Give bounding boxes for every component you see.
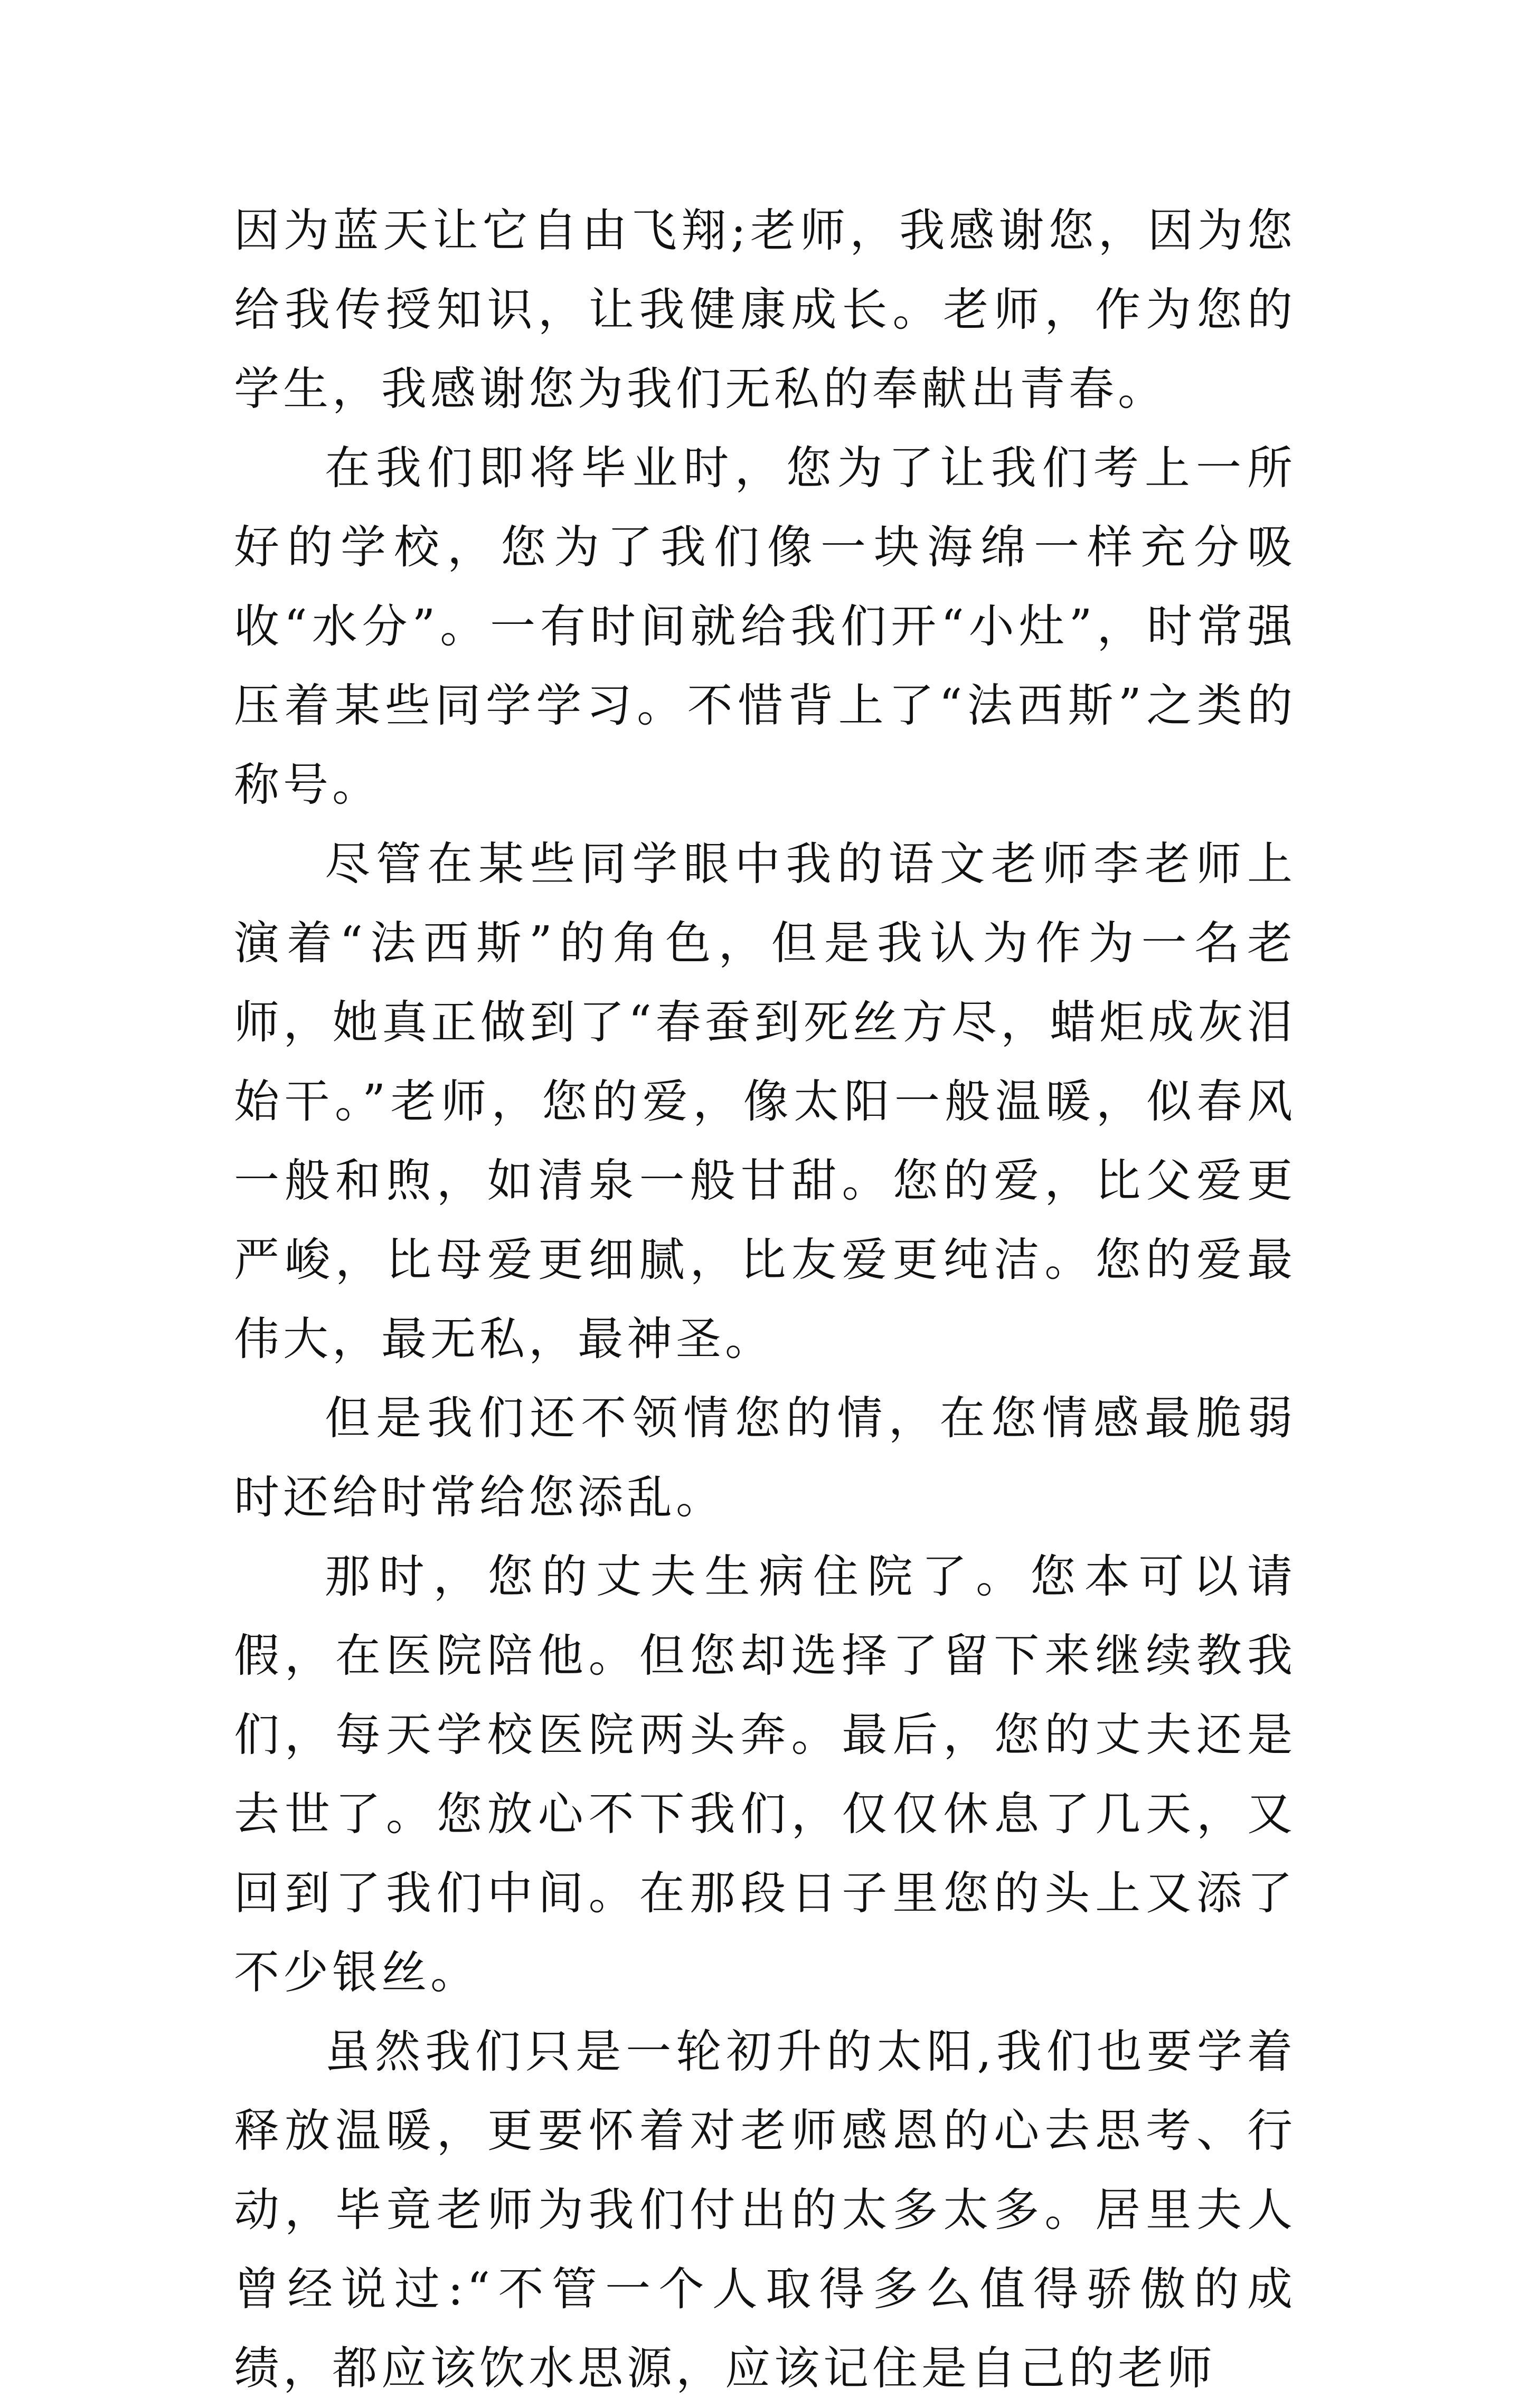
paragraph-5: 那时，您的丈夫生病住院了。您本可以请假，在医院陪他。但您却选择了留下来继续教我们，每天学校医院两头奔。最后，您的丈夫还是去世了。您放心不下我们，仅仅休息了几天，又回到了我们中间。在那段日子里您的头上又添了不少银丝。 [234, 1550, 1296, 1999]
paragraph-3: 尽管在某些同学眼中我的语文老师李老师上演着“法西斯”的角色，但是我认为作为一名老师，她真正做到了“春蚕到死丝方尽，蜡炬成灰泪始干。”老师，您的爱，像太阳一般温暖，似春风一般和煦，如清泉一般甘甜。您的爱，比父爱更严峻，比母爱更细腻，比友爱更纯洁。您的爱最伟大，最无私，最神圣。 [234, 838, 1296, 1366]
paragraph-6: 虽然我们只是一轮初升的太阳,我们也要学着释放温暖，更要怀着对老师感恩的心去思考、行动，毕竟老师为我们付出的太多太多。居里夫人曾经说过:“不管一个人取得多么值得骄傲的成绩，都应该饮水思源，应该记住是自己的老师 [234, 2025, 1296, 2395]
paragraph-4: 但是我们还不领情您的情，在您情感最脆弱时还给时常给您添乱。 [234, 1392, 1296, 1524]
paragraph-1: 因为蓝天让它自由飞翔;老师，我感谢您，因为您给我传授知识，让我健康成长。老师，作为您的学生，我感谢您为我们无私的奉献出青春。 [234, 204, 1296, 415]
paragraph-2: 在我们即将毕业时，您为了让我们考上一所好的学校，您为了我们像一块海绵一样充分吸收“水分”。一有时间就给我们开“小灶”，时常强压着某些同学学习。不惜背上了“法西斯”之类的称号。 [234, 442, 1296, 811]
document-body [234, 191, 1296, 2408]
